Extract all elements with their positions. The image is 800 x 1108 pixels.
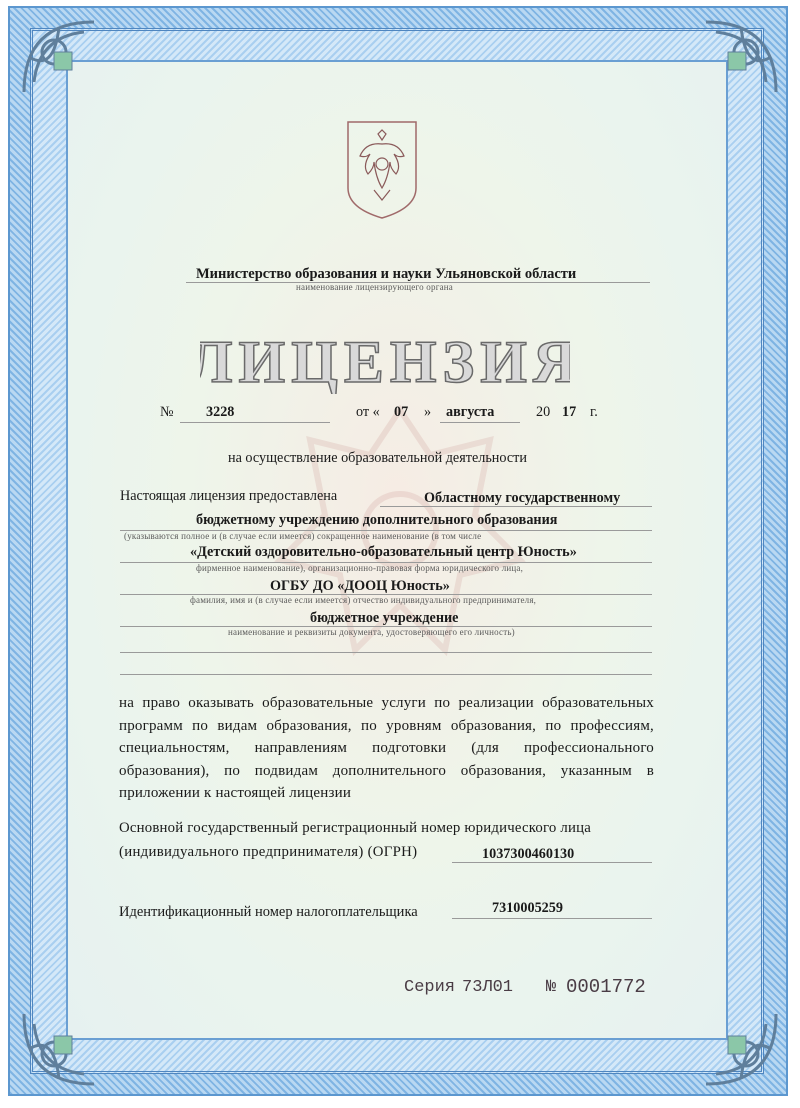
date-from-label: от « [356,404,380,420]
blank-underline-1 [120,652,652,653]
inn-value: 7310005259 [492,900,563,916]
ogrn-value: 1037300460130 [482,846,575,862]
document-title [200,330,570,394]
holder-caption-4: наименование и реквизиты документа, удостоверяющего его личность) [228,627,515,637]
number-label: № [160,404,174,420]
month-underline [440,422,520,423]
authority-caption: наименование лицензирующего органа [296,282,453,292]
holder-caption-2: фирменное наименование), организационно-правовая форма юридического лица, [196,563,524,573]
holder-underline-1 [380,506,652,507]
holder-line-4: ОГБУ ДО «ДООЦ Юность» [270,578,450,594]
holder-caption-1: (указываются полное и (в случае если имеется) сокращенное наименование (в том числе [124,531,482,541]
title-text: ЛИЦЕНЗИЯ [200,330,570,394]
corner-ornament-icon [696,1004,786,1094]
number-underline [180,422,330,423]
license-number: 3228 [206,404,235,420]
license-day: 07 [394,404,409,420]
year-prefix: 20 [536,404,551,420]
license-month: августа [446,404,495,420]
rights-description: на право оказывать образовательные услуги по реализации образовательных программ по видам образования, по уровням образования, по профессиям, специальностям, направлениям подготовки (для профессионального образования), по подвидам дополнительного образования, указанным в приложении к настоящей лицензии [119,695,654,801]
series-value: 73Л01 [462,978,514,997]
license-purpose: на осуществление образовательной деятельности [228,450,527,466]
year-suffix: 17 [562,404,577,420]
holder-line-5: бюджетное учреждение [310,610,459,626]
ogrn-label-line-1: Основной государственный регистрационный номер юридического лица [119,820,592,836]
inn-underline [452,918,652,919]
series-number: 0001772 [566,976,646,998]
holder-line-2: бюджетному учреждению дополнительного образования [196,512,558,528]
holder-caption-3: фамилия, имя и (в случае если имеется) отчество индивидуального предпринимателя, [190,595,537,605]
corner-ornament-icon [14,12,104,102]
ogrn-underline [452,862,652,863]
inn-label: Идентификационный номер налогоплательщика [119,904,418,920]
series-label: Серия [404,978,456,997]
ogrn-label-line-2: (индивидуального предпринимателя) (ОГРН) [119,844,418,860]
licensing-authority: Министерство образования и науки Ульяновской области [196,266,577,282]
corner-ornament-icon [696,12,786,102]
coat-of-arms-icon [344,118,420,222]
year-label: г. [590,404,598,420]
series-number-label: № [546,978,557,997]
holder-intro: Настоящая лицензия предоставлена [120,488,338,504]
holder-line-1: Областному государственному [424,490,621,506]
holder-line-3: «Детский оздоровительно-образовательный центр Юность» [190,544,577,560]
corner-ornament-icon [14,1004,104,1094]
date-close-quote: » [424,404,432,420]
blank-underline-2 [120,674,652,675]
